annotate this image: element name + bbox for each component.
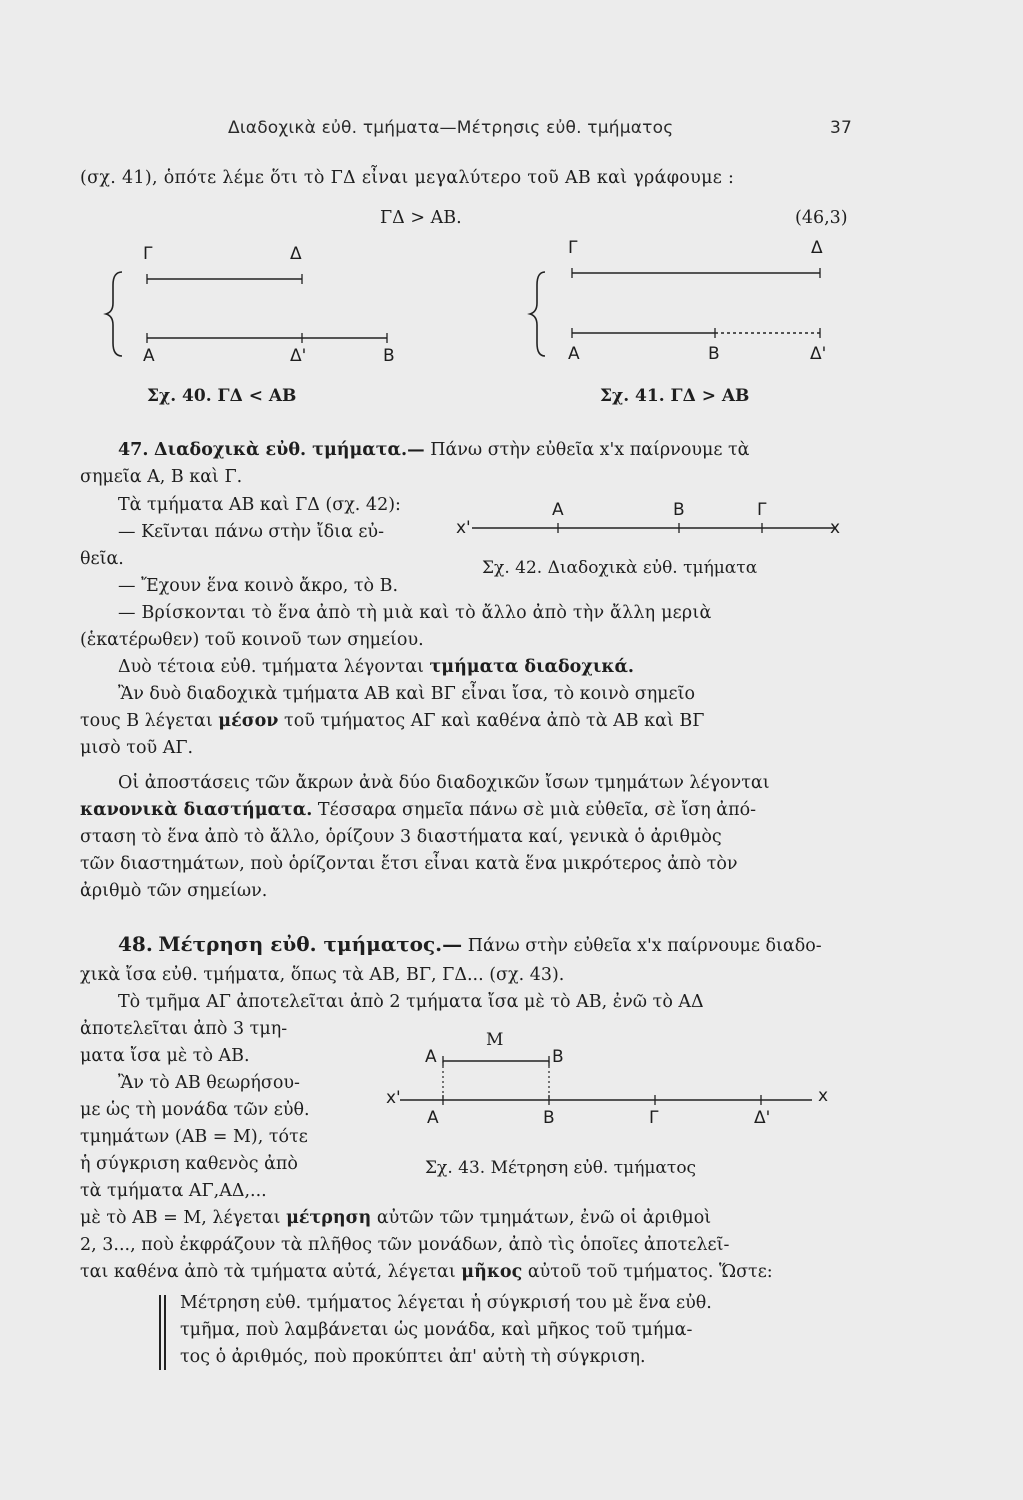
section47-number: 47. xyxy=(118,440,149,460)
section48-line: Τὸ τμῆμα ΑΓ ἀποτελεῖται ἀπὸ 2 τμήματα ἴσα μὲ τὸ ΑΒ, ἐνῶ τὸ ΑΔ xyxy=(118,992,704,1012)
section47-text: τοῦ τμήματος ΑΓ καὶ καθένα ἀπὸ τὰ ΑΒ καὶ ΒΓ xyxy=(284,711,705,731)
fig40-label: Β xyxy=(383,346,395,366)
formula-number: (46,3) xyxy=(795,208,848,228)
fig40-brace xyxy=(106,272,122,356)
section48-line: ἀποτελεῖται ἀπὸ 3 τμη- xyxy=(80,1019,288,1039)
term-successive: τμήματα διαδοχικά. xyxy=(429,657,635,677)
fig43-label: Β xyxy=(552,1047,564,1067)
section47-text: Δυὸ τέτοια εὐθ. τμήματα λέγονται xyxy=(118,657,424,677)
section48-line1: Πάνω στὴν εὐθεῖα x'x παίρνουμε διαδο- xyxy=(467,936,822,956)
section48-line: χικὰ ἴσα εὐθ. τμήματα, ὅπως τὰ ΑΒ, ΒΓ, ΓΔ... (σχ. 43). xyxy=(80,965,565,985)
section47-line: τῶν διαστημάτων, ποὺ ὁρίζονται ἔτσι εἶναι κατὰ ἕνα μικρότερος ἀπὸ τὸν xyxy=(80,854,738,874)
section48-line xyxy=(80,1204,711,1232)
section48-line: 2, 3..., ποὺ ἐκφράζουν τὰ πλῆθος τῶν μονάδων, ἀπὸ τὶς ὁποῖες ἀποτελεῖ- xyxy=(80,1235,730,1255)
section47-line: (ἑκατέρωθεν) τοῦ κοινοῦ των σημείου. xyxy=(80,630,424,650)
fig42-caption: Σχ. 42. Διαδοχικὰ εὐθ. τμήματα xyxy=(482,558,758,578)
fig40-label: Δ' xyxy=(290,346,307,366)
fig43-label: Μ xyxy=(486,1030,504,1050)
definition-line: τος ὁ ἀριθμός, ποὺ προκύπτει ἀπ' αὐτὴ τὴ σύγκριση. xyxy=(180,1347,646,1367)
fig40-label: Α xyxy=(143,346,155,366)
fig42-label: Α xyxy=(552,500,564,520)
section47-text: Τέσσαρα σημεῖα πάνω σὲ μιὰ εὐθεῖα, σὲ ἴση ἀπό- xyxy=(317,800,757,820)
section47-line: Οἱ ἀποστάσεις τῶν ἄκρων ἀνὰ δύο διαδοχικῶν ἴσων τμημάτων λέγονται xyxy=(118,773,770,793)
section47-line: σημεῖα Α, Β καὶ Γ. xyxy=(80,467,243,487)
definition-line: τμῆμα, ποὺ λαμβάνεται ὡς μονάδα, καὶ μῆκος τοῦ τμήμα- xyxy=(180,1320,693,1340)
section47-line: θεῖα. xyxy=(80,549,124,569)
section47-line: σταση τὸ ἕνα ἀπὸ τὸ ἄλλο, ὁρίζουν 3 διαστήματα καί, γενικὰ ὁ ἀριθμὸς xyxy=(80,827,722,847)
fig41-label: Γ xyxy=(568,238,578,258)
section47-line xyxy=(80,707,704,735)
fig43-caption: Σχ. 43. Μέτρηση εὐθ. τμήματος xyxy=(425,1158,697,1178)
fig42-label: Γ xyxy=(757,500,767,520)
term-length: μῆκος xyxy=(461,1262,523,1282)
running-title: Διαδοχικὰ εὐθ. τμήματα—Μέτρησις εὐθ. τμήματος xyxy=(228,118,674,138)
fig43-label: x' xyxy=(386,1088,401,1108)
section48-line xyxy=(80,1258,773,1286)
fig41-label: Α xyxy=(568,344,580,364)
section48-text: μὲ τὸ ΑΒ = Μ, λέγεται xyxy=(80,1208,281,1228)
section47-line: — Κεῖνται πάνω στὴν ἴδια εὐ- xyxy=(118,522,384,542)
section48-title: Μέτρηση εὐθ. τμήματος.— xyxy=(158,932,463,956)
fig43-label: Α xyxy=(427,1108,439,1128)
fig42-label: x xyxy=(830,518,841,538)
section48-text: ται καθένα ἀπὸ τὰ τμήματα αὐτά, λέγεται xyxy=(80,1262,456,1282)
section48-text: αὐτοῦ τοῦ τμήματος. Ὥστε: xyxy=(527,1262,773,1282)
fig43-label: Β xyxy=(543,1108,555,1128)
fig41-brace xyxy=(530,272,545,356)
fig40-caption: Σχ. 40. ΓΔ < ΑΒ xyxy=(147,386,297,406)
section47-line1: Πάνω στὴν εὐθεῖα x'x παίρνουμε τὰ xyxy=(430,440,750,460)
fig41-label: Β xyxy=(708,344,720,364)
section48-text: αὐτῶν τῶν τμημάτων, ἐνῶ οἱ ἀριθμοὶ xyxy=(376,1208,712,1228)
section48-number: 48. xyxy=(118,932,153,956)
term-midpoint: μέσον xyxy=(218,711,279,731)
fig43-label: Α xyxy=(425,1047,437,1067)
section47-line: Τὰ τμήματα ΑΒ καὶ ΓΔ (σχ. 42): xyxy=(118,495,401,515)
fig40-label: Γ xyxy=(143,244,153,264)
section47-line xyxy=(80,796,756,824)
section47-line: — Βρίσκονται τὸ ἕνα ἀπὸ τὴ μιὰ καὶ τὸ ἄλλο ἀπὸ τὴν ἄλλη μεριὰ xyxy=(118,603,712,623)
section47-heading xyxy=(118,436,750,464)
fig43-label: Δ' xyxy=(754,1108,771,1128)
fig42-label: Β xyxy=(673,500,685,520)
section48-line: Ἂν τὸ ΑΒ θεωρήσου- xyxy=(118,1073,300,1093)
section47-text: τους Β λέγεται xyxy=(80,711,213,731)
fig43-label: x xyxy=(818,1086,829,1106)
term-regular-intervals: κανονικὰ διαστήματα. xyxy=(80,800,313,820)
section47-line: — Ἔχουν ἕνα κοινὸ ἄκρο, τὸ Β. xyxy=(118,576,399,596)
fig43-label: Γ xyxy=(649,1108,659,1128)
section47-title: Διαδοχικὰ εὐθ. τμήματα.— xyxy=(154,440,425,460)
fig41-caption: Σχ. 41. ΓΔ > ΑΒ xyxy=(600,386,750,406)
fig40-label: Δ xyxy=(290,244,302,264)
definition-line: Μέτρηση εὐθ. τμήματος λέγεται ἡ σύγκρισή του μὲ ἕνα εὐθ. xyxy=(180,1293,712,1313)
section48-line: τμημάτων (ΑΒ = Μ), τότε xyxy=(80,1127,308,1147)
fig41-label: Δ' xyxy=(810,344,827,364)
term-measurement: μέτρηση xyxy=(286,1208,372,1228)
section48-line: ματα ἴσα μὲ τὸ ΑΒ. xyxy=(80,1046,250,1066)
formula: ΓΔ > ΑΒ. xyxy=(380,208,462,228)
fig42-label: x' xyxy=(456,518,471,538)
section48-line: τὰ τμήματα ΑΓ,ΑΔ,... xyxy=(80,1181,267,1201)
section47-line: μισὸ τοῦ ΑΓ. xyxy=(80,738,194,758)
section48-line: με ὡς τὴ μονάδα τῶν εὐθ. xyxy=(80,1100,310,1120)
section47-line xyxy=(118,653,634,681)
section47-line: ἀριθμὸ τῶν σημείων. xyxy=(80,881,268,901)
section48-line: ἡ σύγκριση καθενὸς ἀπὸ xyxy=(80,1154,298,1174)
fig41-label: Δ xyxy=(811,238,823,258)
page-number: 37 xyxy=(830,118,853,138)
section48-heading xyxy=(118,930,822,960)
section47-line: Ἂν δυὸ διαδοχικὰ τμήματα ΑΒ καὶ ΒΓ εἶναι ἴσα, τὸ κοινὸ σημεῖο xyxy=(118,684,696,704)
intro-line: (σχ. 41), ὁπότε λέμε ὅτι τὸ ΓΔ εἶναι μεγαλύτερο τοῦ ΑΒ καὶ γράφουμε : xyxy=(80,168,735,188)
